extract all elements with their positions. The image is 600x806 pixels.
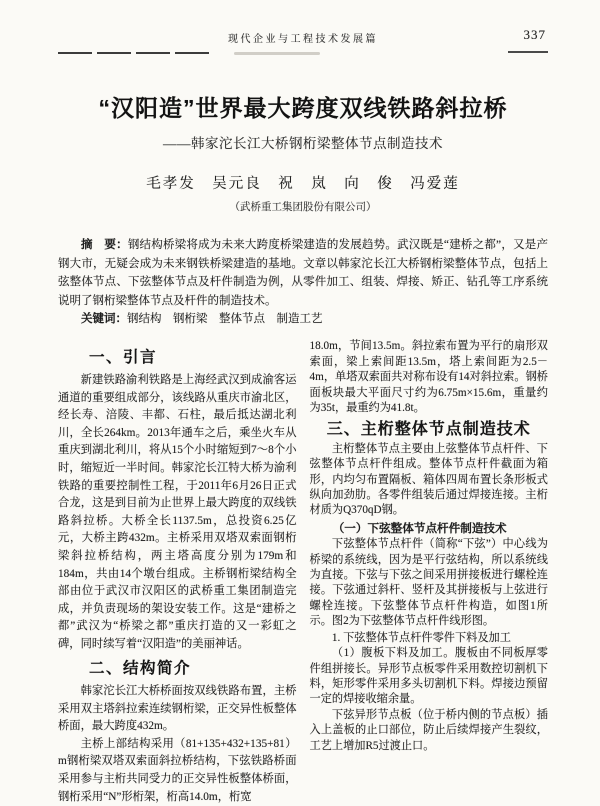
left-column xyxy=(58,339,297,806)
section-2-heading: 二、结构简介 xyxy=(89,660,192,678)
section-3-heading: 三、主桁整体节点制造技术 xyxy=(326,421,531,439)
journal-title: 现代企业与工程技术发展篇 xyxy=(228,34,378,45)
section-3-paragraph: 主桁整体节点主要由上弦整体节点杆件、下弦整体节点杆件组成。整体节点杆件截面为箱形，内均匀布置隔板、箱体四周布置长条形板式纵向加劲肋。各零件组装后通过焊接连接。主桁材质为Q370qD钢。 xyxy=(309,442,548,517)
running-head xyxy=(58,27,548,46)
abstract-text: 钢结构桥梁将成为未来大跨度桥梁建造的发展趋势。武汉既是“建桥之都”，又是产钢大市，无疑会成为未来钢铁桥梁建造的基地。文章以韩家沱长江大桥钢桁梁整体节点，包括上弦整体节点、下弦整体节点及杆件制造为例，从零件加工、组装、焊接、矫正、钻孔等工序系统说明了钢桁梁整体节点及杆件的制造技术。 xyxy=(58,239,548,307)
author-list: 毛孝发 吴元良 祝 岚 向 俊 冯爱莲 xyxy=(146,176,460,192)
section-2-paragraph-2: 主桥上部结构采用（81+135+432+135+81）m钢桁梁双塔双索面斜拉桥结构，下弦铁路桥面采用参与主桁共同受力的正交异性板整体桥面，钢桁采用“N”形桁架，桁高14.0m，桁宽 xyxy=(58,737,297,803)
keywords-text: 钢结构 钢桁梁 整体节点 制造工艺 xyxy=(127,313,323,326)
header-rule xyxy=(58,49,548,58)
subsection-1-heading: （一）下弦整体节点杆件制造技术 xyxy=(332,521,507,535)
header-rule-center-smudge xyxy=(234,52,320,55)
right-column xyxy=(310,339,549,806)
section-1-paragraph: 新建铁路渝利铁路是上海经武汉到成渝客运通道的重要组成部分，该线路从重庆市渝北区，经长寿、涪陵、丰都、石柱，最后抵达湖北利川，全长264km。2013年通车之后，乘坐火车从重庆到湖北利川，将从15个小时缩短到7～8个小时，缩短近一半时间。韩家沱长江特大桥为渝利铁路的重要控制性工程，于2011年6月26日正式合龙，这是到目前为止世界上最大跨度的双线铁路斜拉桥。大桥全长1137.5m，总投资6.25亿元，大桥主跨432m。主桥采用双塔双索面钢桁梁斜拉桥结构，两主塔高度分别为179m和184m，共由14个墩台组成。主桥钢桁梁结构全部由位于武汉市汉阳区的武桥重工集团制造完成，并负责现场的架设安装工作。这是“建桥之都”武汉为“桥梁之都”重庆打造的又一彩虹之碑，同时续写着“汉阳造”的美丽神话。 xyxy=(58,373,297,650)
section-2-paragraph-2-continued: 18.0m，节间13.5m。斜拉索布置为平行的扇形双索面，梁上索间距13.5m，塔上索间距为2.5－4m，单塔双索面共对称布设有14对斜拉索。钢桥面板块最大平面尺寸约为6.75m×15.6m，重量约为35t，最重约为41.8t。 xyxy=(309,340,548,414)
item-1-paragraph-1: （1）腹板下料及加工。腹板由不同板厚零件组拼接长。异形节点板零件采用数控切割机下料，矩形零件采用多头切割机下料。焊接边预留一定的焊接收缩余量。 xyxy=(309,647,548,706)
item-1-paragraph-2: 下弦异形节点板（位于桥内侧的节点板）插入上盖板的止口部位，防止后续焊接产生裂纹，工艺上增加R5过渡止口。 xyxy=(309,708,548,752)
author-affiliation: （武桥重工集团股份有限公司） xyxy=(229,202,377,213)
header-rule-right-segment xyxy=(508,51,548,53)
section-2-paragraph-1: 韩家沱长江大桥桥面按双线铁路布置，主桥采用双主塔斜拉索连续钢桁梁，正交异性板整体桥面，最大跨度432m。 xyxy=(58,685,297,733)
header-rule-left-segment xyxy=(58,52,210,54)
paper-title: “汉阳造”世界最大跨度双线铁路斜拉桥 xyxy=(98,95,508,121)
abstract-label: 摘 要： xyxy=(81,239,128,251)
item-1-heading: 1. 下弦整体节点杆件零件下料及加工 xyxy=(331,631,511,644)
keywords-label: 关键词： xyxy=(81,313,127,326)
section-1-heading: 一、引言 xyxy=(89,349,158,367)
paper-subtitle: ——韩家沱长江大桥钢桁梁整体节点制造技术 xyxy=(163,136,443,151)
page-number: 337 xyxy=(523,27,546,42)
two-column-body xyxy=(58,339,548,806)
subsection-1-paragraph: 下弦整体节点杆件（简称“下弦”）中心线为桥梁的系统线，因为是平行弦结构，所以系统线为直接。下弦与下弦之间采用拼接板进行螺栓连接。下弦通过斜杆、竖杆及其拼接板与上弦进行螺栓连接。下弦整体节点杆件构造，如图1所示。图2为下弦整体节点杆件线形图。 xyxy=(309,538,548,628)
abstract-paragraph xyxy=(58,236,548,310)
keywords-line xyxy=(58,310,548,329)
